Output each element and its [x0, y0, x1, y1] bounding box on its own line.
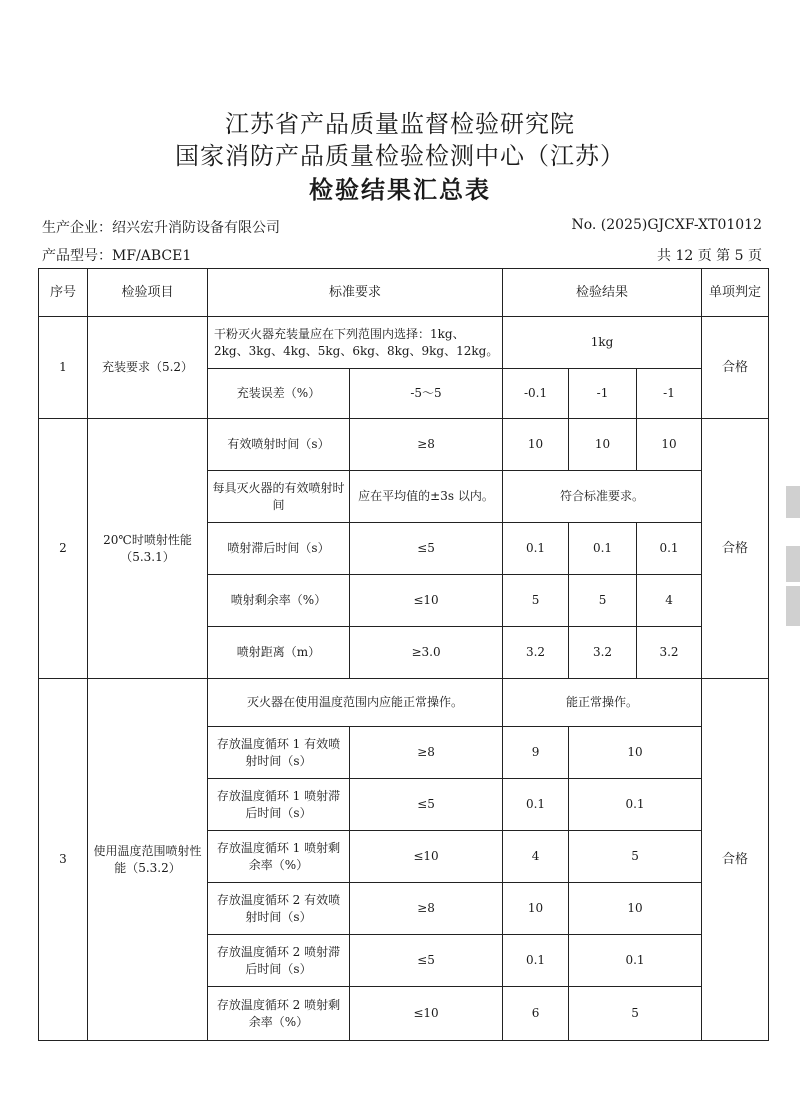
requirement-value-cell: ≥8 [350, 883, 503, 935]
item-cell: 充装要求（5.2） [88, 317, 208, 419]
result-value-cell: 10 [569, 883, 702, 935]
header-standard: 标准要求 [208, 269, 503, 317]
result-value-cell: 0.1 [637, 523, 702, 575]
results-table [38, 268, 769, 1041]
merged-result-cell: 符合标准要求。 [503, 471, 702, 523]
result-value-cell: 10 [503, 883, 569, 935]
requirement-value-cell: ≤5 [350, 935, 503, 987]
requirement-cell: 干粉灭火器充装量应在下列范围内选择：1kg、2kg、3kg、4kg、5kg、6kg、8kg、9kg、12kg。 [208, 317, 503, 369]
requirement-value-cell: ≤10 [350, 831, 503, 883]
requirement-value-cell: ≤5 [350, 523, 503, 575]
test-name-cell: 存放温度循环 1 有效喷射时间（s） [208, 727, 350, 779]
requirement-cell: 灭火器在使用温度范围内应能正常操作。 [208, 679, 503, 727]
result-value-cell: 4 [637, 575, 702, 627]
test-name-cell: 有效喷射时间（s） [208, 419, 350, 471]
result-value-cell: 6 [503, 987, 569, 1041]
verdict-cell: 合格 [702, 317, 769, 419]
result-value-cell: 0.1 [503, 779, 569, 831]
result-value-cell: 9 [503, 727, 569, 779]
result-value-cell: 5 [503, 575, 569, 627]
result-value-cell: 3.2 [569, 627, 637, 679]
center-name: 国家消防产品质量检验检测中心（江苏） [175, 142, 625, 170]
institute-name: 江苏省产品质量监督检验研究院 [225, 110, 575, 138]
result-value-cell: 0.1 [503, 935, 569, 987]
requirement-result-cell: 能正常操作。 [503, 679, 702, 727]
seq-cell: 3 [39, 679, 88, 1041]
header-result: 检验结果 [503, 269, 702, 317]
table-row [39, 679, 769, 727]
test-name-cell: 充装误差（%） [208, 369, 350, 419]
requirement-value-cell: ≥3.0 [350, 627, 503, 679]
requirement-value-cell: 应在平均值的±3s 以内。 [350, 471, 503, 523]
result-value-cell: 0.1 [503, 523, 569, 575]
requirement-value-cell: ≤5 [350, 779, 503, 831]
page-indicator: 共 12 页 第 5 页 [657, 248, 762, 264]
test-name-cell: 喷射滞后时间（s） [208, 523, 350, 575]
item-cell: 20℃时喷射性能（5.3.1） [88, 419, 208, 679]
requirement-value-cell: ≥8 [350, 727, 503, 779]
table-header-row [39, 269, 769, 317]
result-value-cell: -1 [637, 369, 702, 419]
result-value-cell: -0.1 [503, 369, 569, 419]
result-value-cell: 0.1 [569, 779, 702, 831]
result-value-cell: 3.2 [637, 627, 702, 679]
requirement-value-cell: ≤10 [350, 575, 503, 627]
result-value-cell: 10 [569, 419, 637, 471]
requirement-value-cell: ≤10 [350, 987, 503, 1041]
test-name-cell: 存放温度循环 1 喷射剩余率（%） [208, 831, 350, 883]
test-name-cell: 每具灭火器的有效喷射时间 [208, 471, 350, 523]
table-row [39, 419, 769, 471]
result-value-cell: 5 [569, 575, 637, 627]
test-name-cell: 喷射剩余率（%） [208, 575, 350, 627]
result-value-cell: 0.1 [569, 523, 637, 575]
manufacturer: 生产企业：绍兴宏升消防设备有限公司 [42, 220, 280, 236]
product-model: 产品型号：MF/ABCE1 [42, 248, 192, 264]
report-number: No. (2025)GJCXF-XT01012 [571, 217, 762, 233]
result-value-cell: 10 [503, 419, 569, 471]
requirement-result-cell: 1kg [503, 317, 702, 369]
result-value-cell: 10 [637, 419, 702, 471]
result-value-cell: 0.1 [569, 935, 702, 987]
test-name-cell: 存放温度循环 2 有效喷射时间（s） [208, 883, 350, 935]
page-edge-mark [786, 546, 800, 582]
header-seq: 序号 [39, 269, 88, 317]
test-name-cell: 喷射距离（m） [208, 627, 350, 679]
page-edge-mark [786, 486, 800, 518]
seq-cell: 1 [39, 317, 88, 419]
result-value-cell: 3.2 [503, 627, 569, 679]
test-name-cell: 存放温度循环 2 喷射剩余率（%） [208, 987, 350, 1041]
result-value-cell: 10 [569, 727, 702, 779]
header-item: 检验项目 [88, 269, 208, 317]
test-name-cell: 存放温度循环 1 喷射滞后时间（s） [208, 779, 350, 831]
test-name-cell: 存放温度循环 2 喷射滞后时间（s） [208, 935, 350, 987]
requirement-value-cell: ≥8 [350, 419, 503, 471]
result-value-cell: -1 [569, 369, 637, 419]
requirement-value-cell: -5～5 [350, 369, 503, 419]
seq-cell: 2 [39, 419, 88, 679]
document-title: 检验结果汇总表 [309, 175, 491, 204]
header-verdict: 单项判定 [702, 269, 769, 317]
item-cell: 使用温度范围喷射性能（5.3.2） [88, 679, 208, 1041]
verdict-cell: 合格 [702, 419, 769, 679]
result-value-cell: 5 [569, 987, 702, 1041]
page-edge-mark [786, 586, 800, 626]
result-value-cell: 4 [503, 831, 569, 883]
verdict-cell: 合格 [702, 679, 769, 1041]
table-row [39, 317, 769, 369]
result-value-cell: 5 [569, 831, 702, 883]
